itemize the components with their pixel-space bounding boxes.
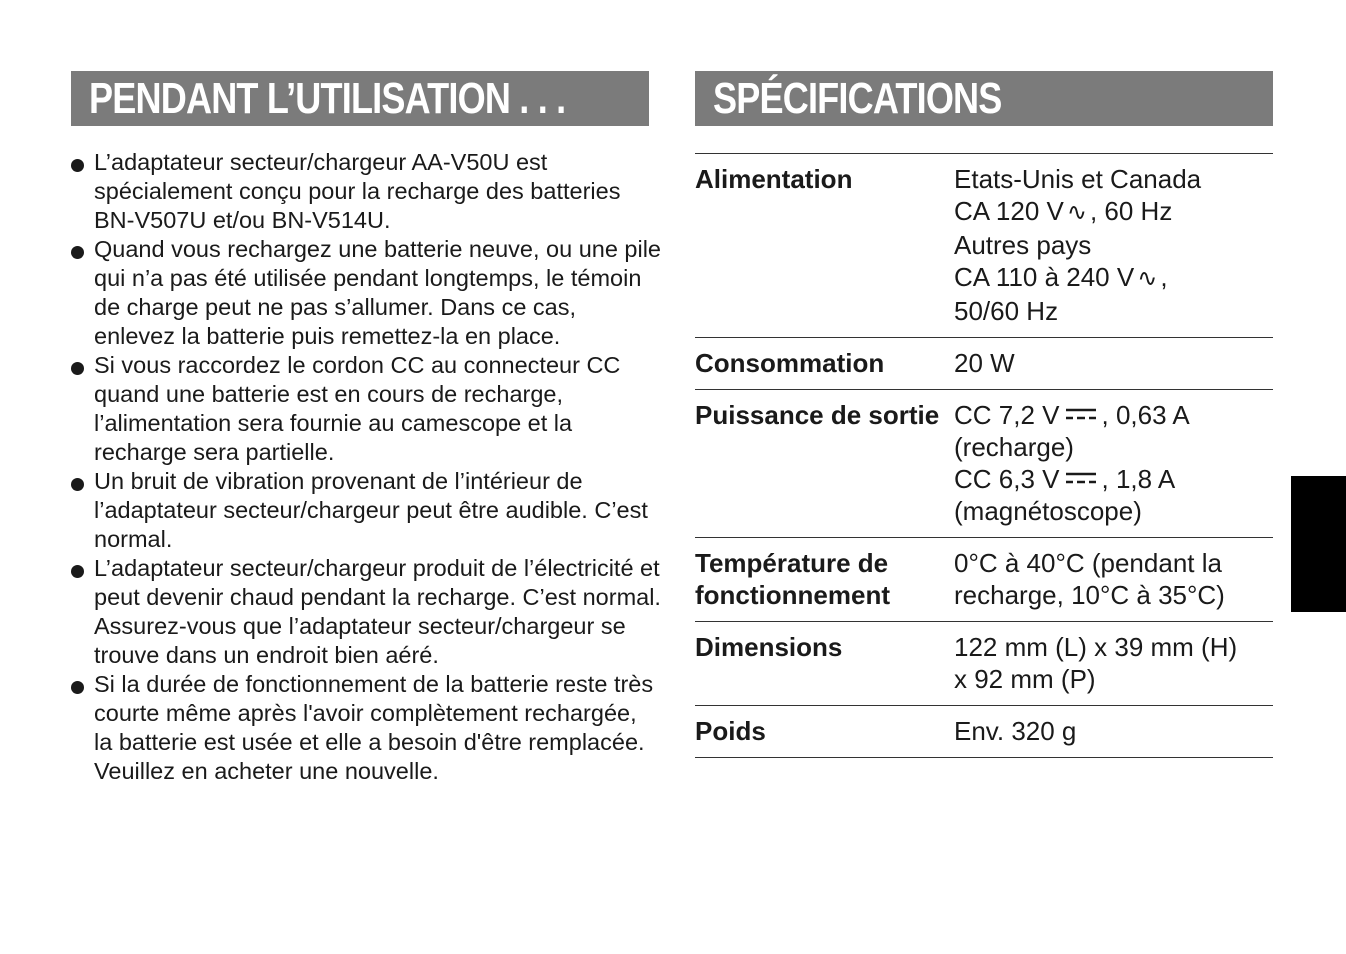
bullet-icon — [71, 681, 84, 694]
spec-label: Alimentation — [695, 154, 954, 338]
list-item — [71, 148, 661, 235]
note-text: Un bruit de vibration provenant de l’intérieur de l’adaptateur secteur/chargeur peut être audible. C’est normal. — [94, 468, 648, 552]
spec-value: Env. 320 g — [954, 706, 1273, 758]
spec-text: , 60 Hz — [1089, 196, 1173, 226]
spec-value — [954, 622, 1273, 706]
spec-line — [954, 399, 1273, 431]
spec-row-poids — [695, 706, 1273, 758]
spec-text: CA 110 à 240 V — [954, 262, 1135, 292]
note-text: L’adaptateur secteur/chargeur AA-V50U est spécialement conçu pour la recharge des batteries BN-V507U et/ou BN-V514U. — [94, 149, 621, 233]
spec-text: CC 6,3 V — [954, 464, 1060, 494]
specifications-table — [695, 153, 1273, 758]
list-item — [71, 554, 661, 670]
spec-value — [954, 154, 1273, 338]
bullet-icon — [71, 362, 84, 375]
note-text: Quand vous rechargez une batterie neuve, ou une pile qui n’a pas été utilisée pendant longtemps, le témoin de charge peut ne pas s’allumer. Dans ce cas, enlevez la batterie puis remettez-la en place. — [94, 236, 662, 349]
spec-label: Puissance de sortie — [695, 390, 954, 538]
spec-text: CA 120 V — [954, 196, 1064, 226]
spec-line: recharge, 10°C à 35°C) — [954, 580, 1225, 610]
spec-line — [954, 195, 1273, 229]
ac-symbol-icon: ∿ — [1137, 265, 1158, 292]
dc-symbol-icon — [1066, 471, 1096, 485]
usage-notes-list — [71, 148, 661, 786]
spec-line: 0°C à 40°C (pendant la — [954, 548, 1222, 578]
section-title-usage: PENDANT L’UTILISATION . . . — [71, 71, 649, 126]
list-item — [71, 351, 661, 467]
spec-label: Poids — [695, 706, 954, 758]
spec-text: , 1,8 A — [1101, 464, 1176, 494]
spec-row-consommation — [695, 338, 1273, 390]
bullet-icon — [71, 565, 84, 578]
section-title-specifications: SPÉCIFICATIONS — [695, 71, 1273, 126]
ac-symbol-icon: ∿ — [1066, 199, 1087, 226]
spec-line: 50/60 Hz — [954, 296, 1059, 326]
spec-value — [954, 390, 1273, 538]
list-item — [71, 467, 661, 554]
spec-label: Consommation — [695, 338, 954, 390]
spec-text: , — [1160, 262, 1168, 292]
spec-value — [954, 538, 1273, 622]
spec-line — [954, 463, 1273, 495]
page-edge-tab — [1291, 476, 1346, 612]
note-text: Si la durée de fonctionnement de la batterie reste très courte même après l'avoir complètement rechargée, la batterie est usée et elle a besoin d'être remplacée. Veuillez en acheter une nouvelle. — [94, 671, 654, 784]
spec-label-line: Température de — [695, 548, 889, 578]
spec-text: , 0,63 A — [1101, 400, 1190, 430]
spec-row-temperature — [695, 538, 1273, 622]
spec-line: Autres pays — [954, 230, 1092, 260]
dc-symbol-icon — [1066, 407, 1096, 421]
spec-line: (recharge) — [954, 432, 1074, 462]
spec-line — [954, 261, 1273, 295]
spec-line: Etats-Unis et Canada — [954, 164, 1202, 194]
list-item — [71, 235, 661, 351]
note-text: Si vous raccordez le cordon CC au connecteur CC quand une batterie est en cours de recharge, l’alimentation sera fournie au camescope et la recharge sera partielle. — [94, 352, 621, 465]
spec-row-puissance — [695, 390, 1273, 538]
spec-row-alimentation — [695, 154, 1273, 338]
spec-text: CC 7,2 V — [954, 400, 1060, 430]
spec-line: x 92 mm (P) — [954, 664, 1096, 694]
spec-label — [695, 538, 954, 622]
spec-line: (magnétoscope) — [954, 496, 1142, 526]
spec-label-line: fonctionnement — [695, 580, 890, 610]
spec-line: 122 mm (L) x 39 mm (H) — [954, 632, 1238, 662]
list-item — [71, 670, 661, 786]
spec-value: 20 W — [954, 338, 1273, 390]
bullet-icon — [71, 246, 84, 259]
note-text: L’adaptateur secteur/chargeur produit de l’électricité et peut devenir chaud pendant la recharge. C’est normal. Assurez-vous que l’adaptateur secteur/chargeur se trouve dans un endroit bien aéré. — [94, 555, 661, 668]
bullet-icon — [71, 478, 84, 491]
bullet-icon — [71, 159, 84, 172]
spec-row-dimensions — [695, 622, 1273, 706]
spec-label: Dimensions — [695, 622, 954, 706]
